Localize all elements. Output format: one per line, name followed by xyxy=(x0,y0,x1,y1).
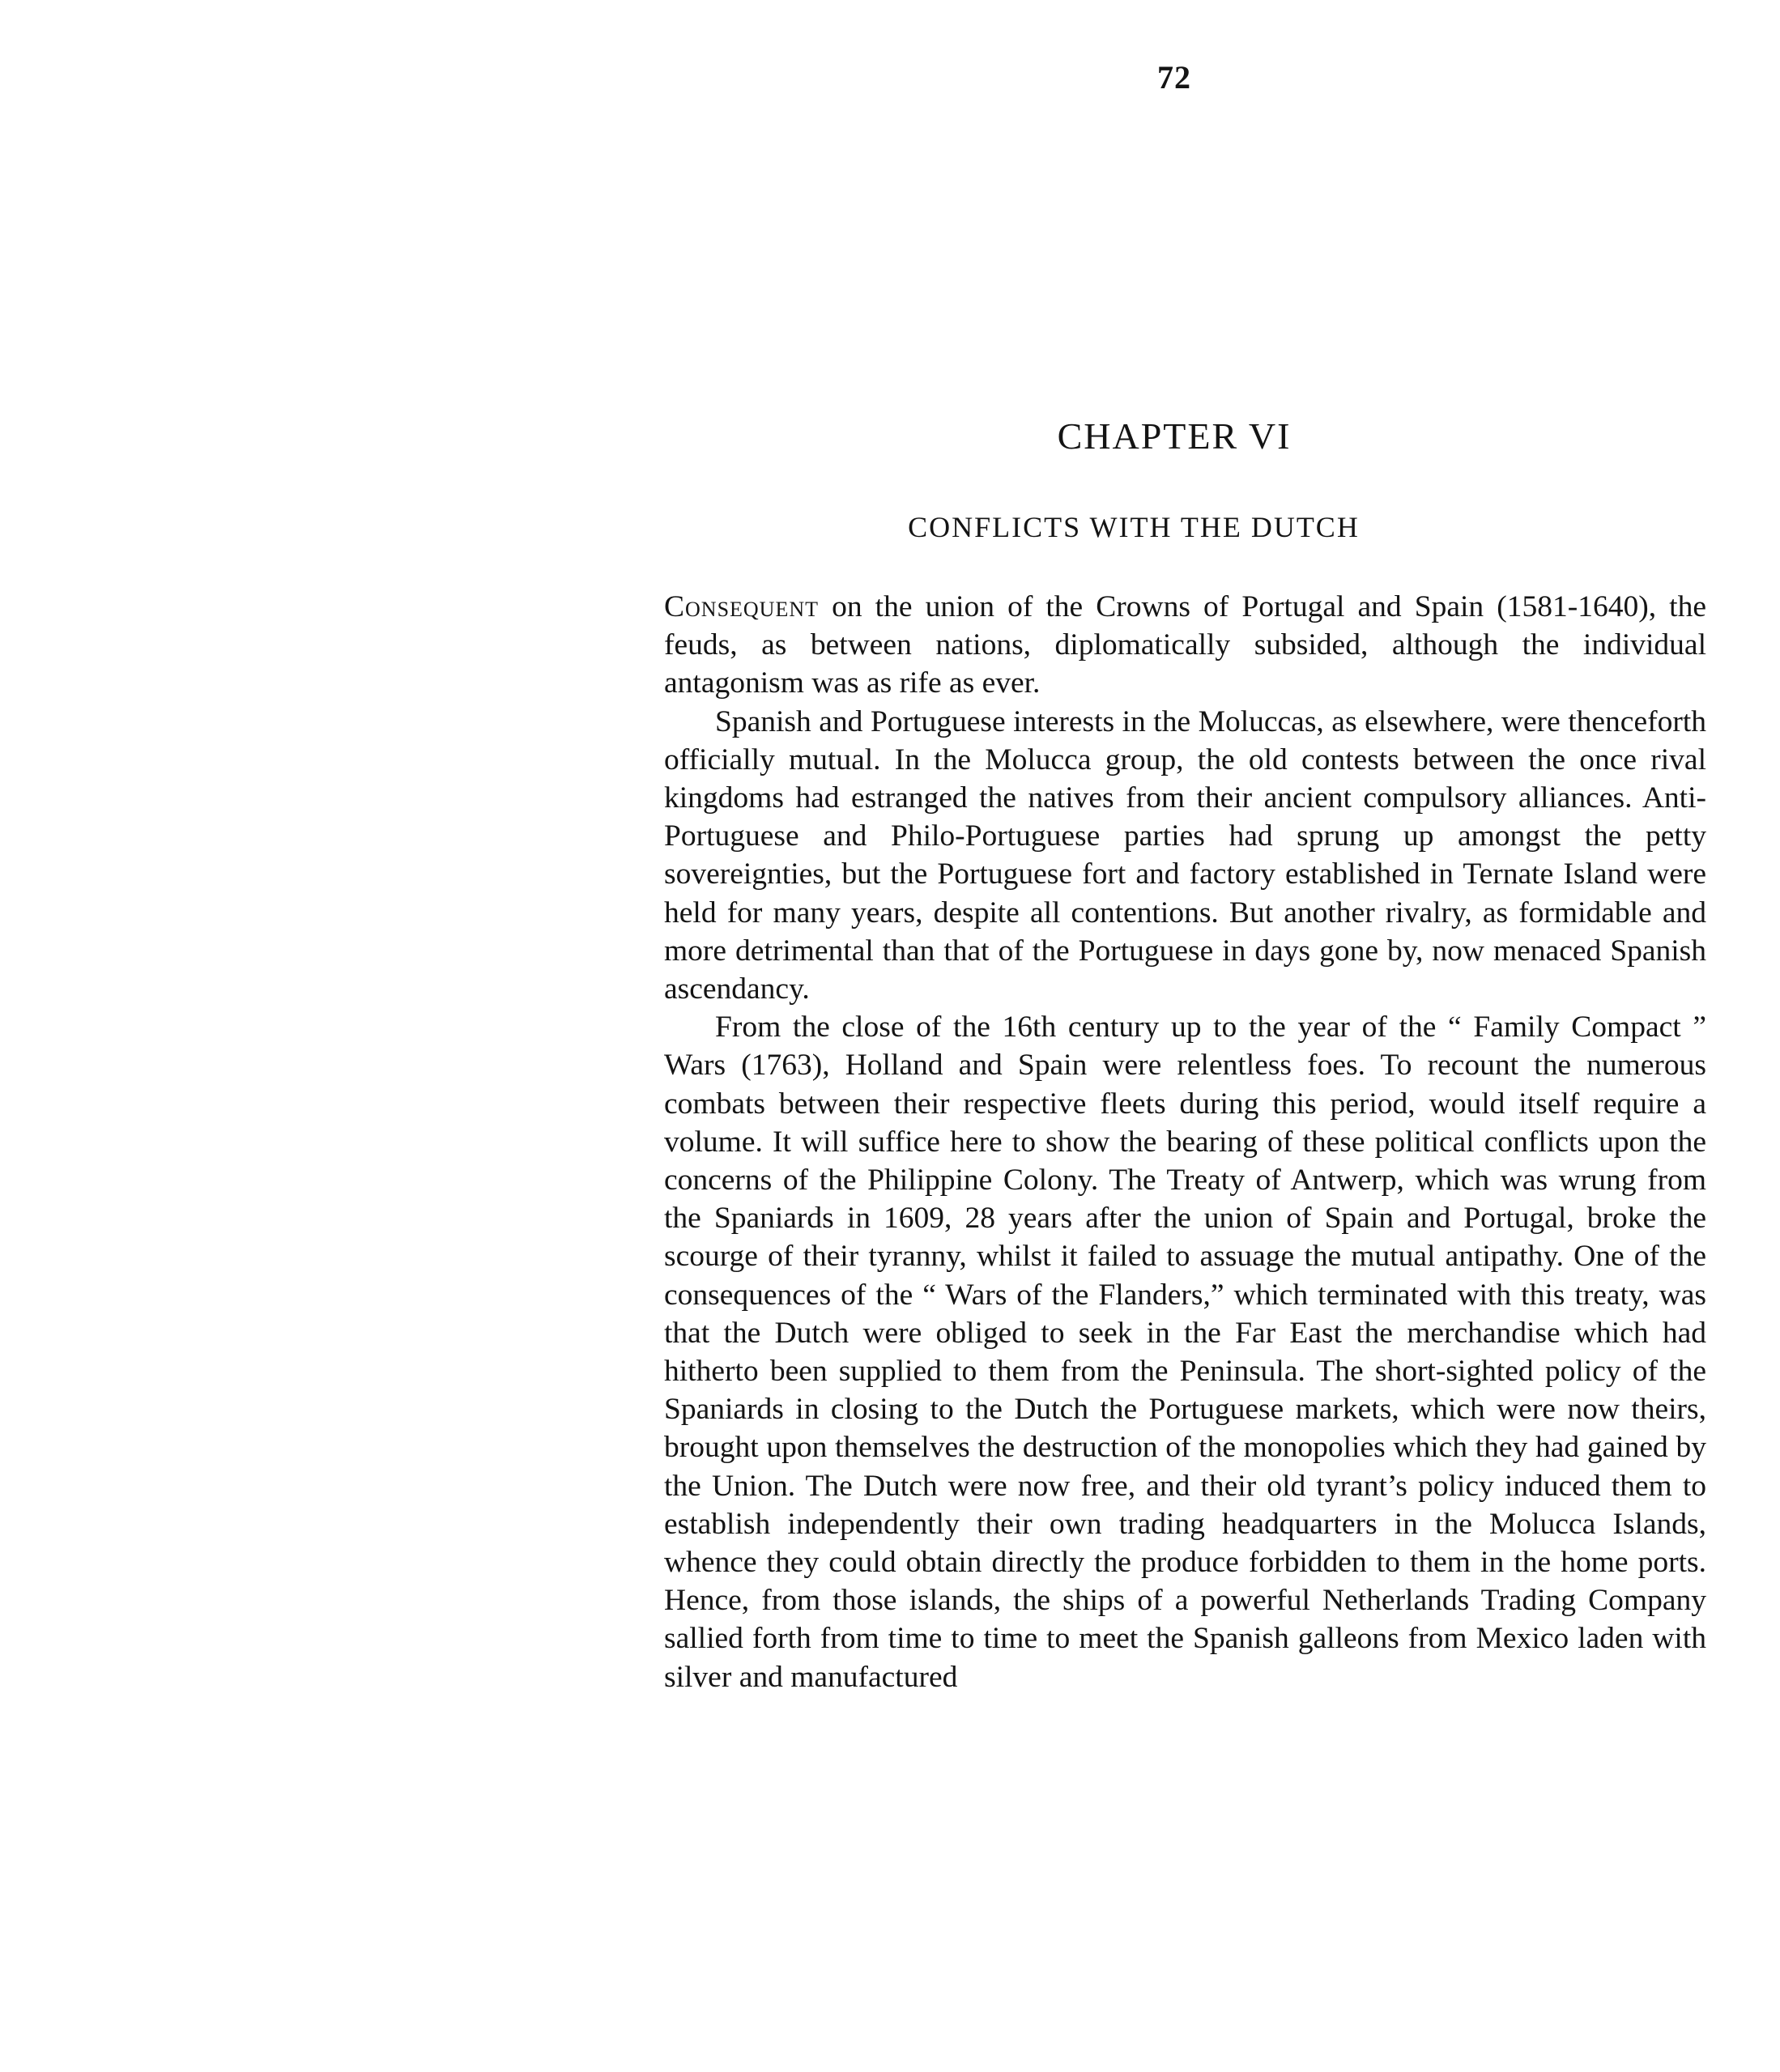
paragraph-1 xyxy=(664,588,1706,703)
chapter-title: CHAPTER VI xyxy=(1057,415,1292,457)
paragraph-1-text: on the union of the Crowns of Portugal and Spain (1581-1640), the feuds, as between nations, diplomatically subsided, although the individual antagonism was as rife as ever. xyxy=(664,590,1706,700)
page-number: 72 xyxy=(1157,59,1191,96)
paragraph-1-lead-word: Consequent xyxy=(664,590,819,623)
paragraph-3: From the close of the 16th century up to the year of the “ Family Compact ” Wars (1763), Holland and Spain were relentless foes. To recount the numerous combats between their respective fleets during this period, would itself require a volume. It will suffice here to show the bearing of these political conflicts upon the concerns of the Philippine Colony. The Treaty of Antwerp, which was wrung from the Spaniards in 1609, 28 years after the union of Spain and Portugal, broke the scourge of their tyranny, whilst it failed to assuage the mutual antipathy. One of the consequences of the “ Wars of the Flanders,” which terminated with this treaty, was that the Dutch were obliged to seek in the Far East the merchandise which had hitherto been supplied to them from the Peninsula. The short-sighted policy of the Spaniards in closing to the Dutch the Portuguese markets, which were now theirs, brought upon themselves the destruction of the monopolies which they had gained by the Union. The Dutch were now free, and their old tyrant’s policy induced them to establish independently their own trading headquarters in the Molucca Islands, whence they could obtain directly the produce forbidden to them in the home ports. Hence, from those islands, the ships of a powerful Netherlands Trading Company sallied forth from time to time to meet the Spanish galleons from Mexico laden with silver and manufactured xyxy=(664,1010,1706,1694)
paragraph-2: Spanish and Portuguese interests in the Moluccas, as elsewhere, were thenceforth officially mutual. In the Molucca group, the old contests between the once rival kingdoms had estranged the natives from their ancient compulsory alliances. Anti-Portuguese and Philo-Portuguese parties had sprung up amongst the petty sovereignties, but the Portuguese fort and factory established in Ternate Island were held for many years, despite all contentions. But another rivalry, as formidable and more detrimental than that of the Portuguese in days gone by, now menaced Spanish ascendancy. xyxy=(664,704,1706,1006)
chapter-body xyxy=(664,588,1706,1696)
chapter-subtitle: CONFLICTS WITH THE DUTCH xyxy=(908,511,1360,543)
